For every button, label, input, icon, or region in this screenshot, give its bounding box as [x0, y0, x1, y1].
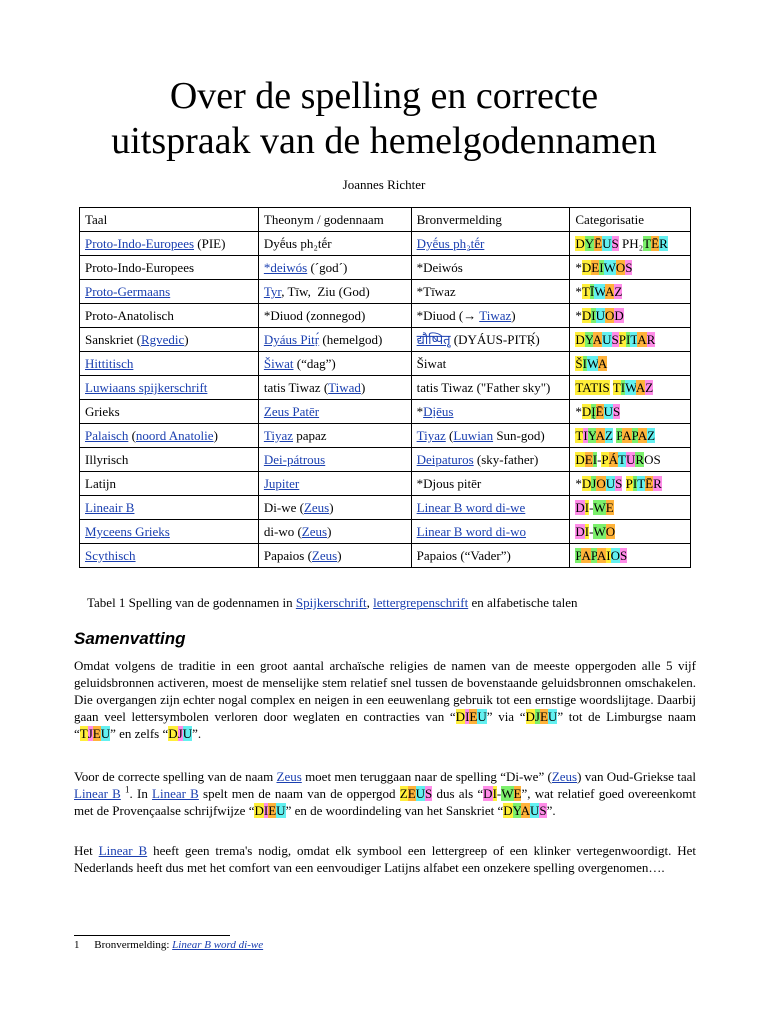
footnote-label: Bronvermelding:	[94, 939, 170, 951]
theonym-link[interactable]: Zeus Patēr	[263, 404, 320, 419]
title-line-1: Over de spelling en correcte	[169, 75, 599, 117]
bron-link[interactable]: Linear B word di-wo	[416, 524, 527, 539]
cat-cell: DYAUSPITAR	[570, 328, 691, 352]
taal-link[interactable]: Proto-Germaans	[85, 284, 171, 299]
taal-cell: Sanskriet (Rgvedic)	[80, 328, 259, 352]
theonym-cell: *Diuod (zonnegod)	[258, 304, 411, 328]
theonym-cell: tatis Tiwaz (Tiwad)	[258, 376, 411, 400]
bron-cell	[411, 496, 570, 520]
header-theonym: Theonym / godennaam	[258, 208, 411, 232]
taal-cell: Proto-Indo-Europees	[80, 256, 259, 280]
table-row	[80, 496, 691, 520]
header-bron: Bronvermelding	[411, 208, 570, 232]
taal-link[interactable]: Hittitisch	[85, 356, 134, 371]
theonym-cell: Tiyaz papaz	[258, 424, 411, 448]
taal-cell	[80, 352, 259, 376]
cat-cell: *TĪWAZ	[570, 280, 691, 304]
table-row	[80, 376, 691, 400]
theonym-cell: Dyáus Pitṛ́ (hemelgod)	[258, 328, 411, 352]
taal-suffix: (PIE)	[197, 236, 226, 251]
taal-cell: Latijn	[80, 472, 259, 496]
cat-cell: TATIS TIWAZ	[570, 376, 691, 400]
bron-cell: Šiwat	[411, 352, 570, 376]
taal-cell	[80, 280, 259, 304]
bron-cell: *Diuod (→ Tiwaz)	[411, 304, 570, 328]
table-row	[80, 304, 691, 328]
taal-link[interactable]: Myceens Grieks	[85, 524, 170, 539]
taal-cell	[80, 544, 259, 568]
header-taal: Taal	[80, 208, 259, 232]
theonym-cell	[258, 400, 411, 424]
document-title	[0, 74, 768, 164]
taal-link[interactable]: Scythisch	[85, 548, 136, 563]
section-heading: Samenvatting	[74, 629, 186, 648]
cat-cell: DI-WE	[570, 496, 691, 520]
header-categorisatie: Categorisatie	[570, 208, 691, 232]
cat-cell: *DEIWOS	[570, 256, 691, 280]
cat-cell: *DIUOD	[570, 304, 691, 328]
bron-cell: *Djous pitēr	[411, 472, 570, 496]
theonym-cell: Tyr, Tīw, Ziu (God)	[258, 280, 411, 304]
cat-cell: DI-WO	[570, 520, 691, 544]
table-row	[80, 424, 691, 448]
table-row	[80, 280, 691, 304]
taal-cell: Illyrisch	[80, 448, 259, 472]
cat-cell: PAPAIOS	[570, 544, 691, 568]
table-row	[80, 400, 691, 424]
bron-link[interactable]: Dyḗus ph₂tḗr	[416, 236, 485, 251]
cat-cell: TIYAZ PAPAZ	[570, 424, 691, 448]
table-header-row	[80, 208, 691, 232]
paragraph-1: Omdat volgens de traditie in een groot aantal archaïsche religies de namen van de meeste oppergoden alle 5 vijf geluidsbronnen activeren, moest de menselijke stem relatief snel tussen de bovenstaande geluidsbronnen omschakelen. Die overgangen zijn echter nogal complex en neigen in een eeuwenlang gebruik tot een ernstige woordslijtage. Daarbij gaan veel lettersymbolen verloren door weglaten en contracties van “DIEU” via “DJEU” tot de Limburgse naam “TJEU” en zelfs “DJU”.	[74, 658, 696, 741]
theonym-cell: Di-we (Zeus)	[258, 496, 411, 520]
table-row	[80, 328, 691, 352]
bron-cell: *Deiwós	[411, 256, 570, 280]
theonym-cell: Dyḗus ph₂tḗr	[258, 232, 411, 256]
author: Joannes Richter	[342, 177, 426, 192]
footnote-link[interactable]	[172, 939, 263, 951]
footnote	[74, 939, 263, 951]
taal-link[interactable]: Proto-Indo-Europees	[85, 236, 195, 251]
taal-cell	[80, 232, 259, 256]
table-row	[80, 472, 691, 496]
bron-cell	[411, 520, 570, 544]
bron-cell: द्यौष्पितृ (DYÁUS-PITṚ́)	[411, 328, 570, 352]
bron-cell: tatis Tiwaz ("Father sky")	[411, 376, 570, 400]
theonym-cell	[258, 472, 411, 496]
cat-cell: DYĒUS PH₂TĒR	[570, 232, 691, 256]
taal-cell: Palaisch (noord Anatolie)	[80, 424, 259, 448]
cat-cell: ŠIWA	[570, 352, 691, 376]
table-row	[80, 232, 691, 256]
taal-link[interactable]: Lineair B	[85, 500, 135, 515]
theonym-cell: Šiwat (“dag”)	[258, 352, 411, 376]
table-row	[80, 352, 691, 376]
bron-cell: *Tīwaz	[411, 280, 570, 304]
footnote-number: 1	[74, 939, 80, 951]
bron-cell	[411, 232, 570, 256]
theonym-cell	[258, 256, 411, 280]
table-caption: Tabel 1 Spelling van de godennamen in Spijkerschrift, lettergrepenschrift en alfabetische talen	[87, 595, 578, 610]
bron-cell: *Dịēus	[411, 400, 570, 424]
theonym-link[interactable]: *deiwós	[263, 260, 308, 275]
theonym-cell: Papaios (Zeus)	[258, 544, 411, 568]
table-row	[80, 544, 691, 568]
theonym-link[interactable]: Jupiter	[263, 476, 300, 491]
taal-cell	[80, 376, 259, 400]
theonym-cell	[258, 448, 411, 472]
footnote-link-text: Linear B word di-we	[172, 939, 264, 951]
table-row	[80, 256, 691, 280]
theonym-suffix: (´god´)	[310, 260, 348, 275]
table-row	[80, 448, 691, 472]
theonym-cell: di-wo (Zeus)	[258, 520, 411, 544]
paragraph-2: Voor de correcte spelling van de naam Zeus moet men teruggaan naar de spelling “Di-we” (Zeus) van Oud-Griekse taal Linear B $^1$. In Linear B spelt men de naam van de oppergod ZEUS dus als “DI-WE”, wat relatief goed overeenkomt met de Provençaalse schrijfwijze “DIEU” en de woordindeling van het Sanskriet “DYAUS”.	[74, 769, 697, 818]
title-line-2: uitspraak van de hemelgodennamen	[111, 120, 657, 162]
table-row	[80, 520, 691, 544]
taal-link[interactable]: Luwiaans spijkerschrift	[85, 380, 208, 395]
taal-cell	[80, 496, 259, 520]
footnote-separator	[74, 935, 230, 936]
bron-cell: Tiyaz (Luwian Sun-god)	[411, 424, 570, 448]
taal-cell: Proto-Anatolisch	[80, 304, 259, 328]
bron-link[interactable]: Linear B word di-we	[416, 500, 526, 515]
paragraph-3: Het Linear B heeft geen trema's nodig, omdat elk symbool een lettergreep of een klinker vertegenwoordigt. Het Nederlands heeft dus met het comfort van een eenvoudiger Latijns alfabet een onzekere spelling overgenomen….	[74, 843, 696, 875]
cat-cell: DEI-PÁTUROS	[570, 448, 691, 472]
theonym-link[interactable]: Dei-pátrous	[263, 452, 326, 467]
bron-cell: Papaios (“Vader”)	[411, 544, 570, 568]
cat-cell: *DĮĒUS	[570, 400, 691, 424]
bron-cell: Deipaturos (sky-father)	[411, 448, 570, 472]
cat-cell: *DJOUS PITĒR	[570, 472, 691, 496]
taal-cell	[80, 520, 259, 544]
godennamen-table	[79, 207, 691, 568]
taal-cell: Grieks	[80, 400, 259, 424]
